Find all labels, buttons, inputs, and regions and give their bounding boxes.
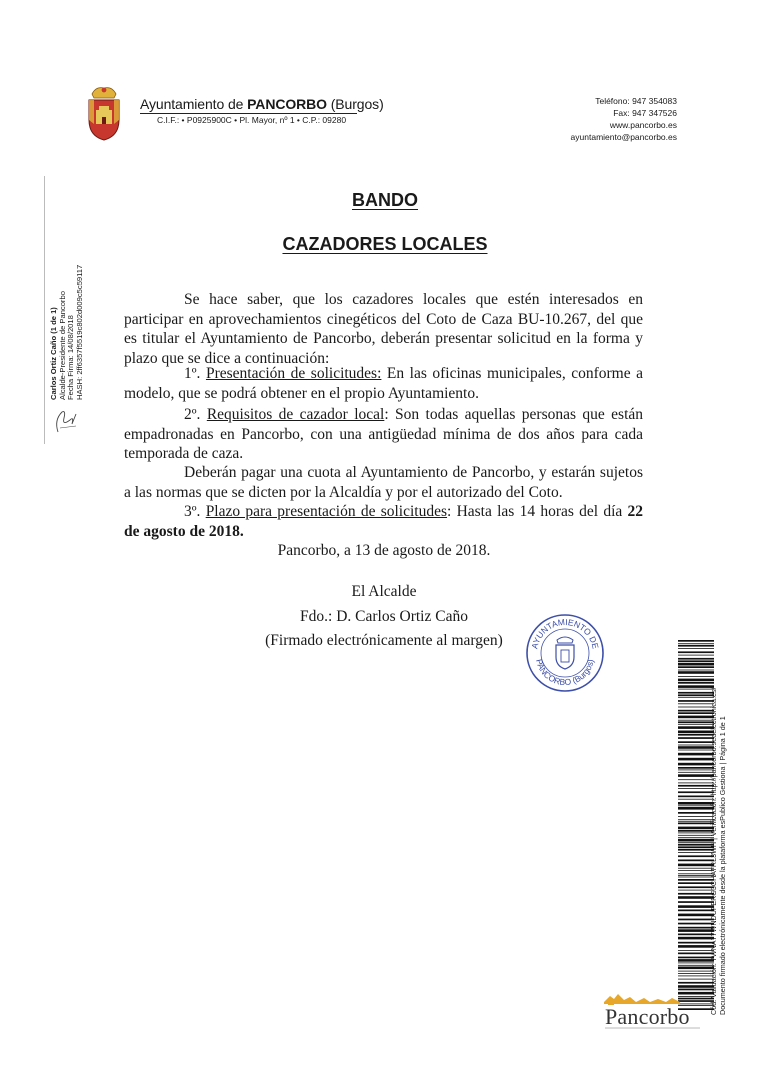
barcode-bar: [678, 651, 714, 653]
side-role: Alcalde-Presidente de Pancorbo: [57, 291, 67, 400]
barcode-bar: [678, 679, 714, 682]
paragraph-intro: Se hace saber, que los cazadores locales que estén interesados en participar en aprovechamientos cinegéticos del Coto de Caza BU-10.267, del que es titular el Ayuntamiento de Pancorbo, deberán presentar solicitud en la forma y plazo que se dice a continuación:: [124, 291, 643, 367]
official-seal-icon: [524, 612, 606, 694]
verification-platform: Documento firmado electrónicamente desde la plataforma esPublico Gestiona | Página 1 de 1: [717, 716, 727, 1015]
barcode-bar: [678, 676, 714, 677]
barcode-bar: [678, 666, 714, 668]
barcode-bar: [678, 648, 714, 649]
barcode-bar: [678, 682, 714, 684]
paragraph-fee: Deberán pagar una cuota al Ayuntamiento de Pancorbo, y estarán sujetos a las normas que se dicten por la Alcaldía y por el autorizado del Coto.: [124, 464, 643, 501]
svg-text:PANCORBO (Burgos): [534, 658, 596, 687]
verification-code: Cód. Validación: 7WNA77WNDUFERG3CHATRL3WH | Verificación: http://pancorbo.sedelectronica.es/: [709, 687, 718, 1015]
seal-bottom-text: PANCORBO (Burgos): [534, 658, 596, 688]
contact-email: ayuntamiento@pancorbo.es: [570, 132, 677, 142]
verification-text: [710, 660, 740, 1015]
barcode-bar: [678, 655, 714, 656]
handwritten-signature-icon: [50, 402, 84, 436]
contact-block: [571, 95, 677, 143]
barcode-bar: [678, 640, 714, 642]
organization-address: C.I.F.: • P0925900C • Pl. Mayor, nº 1 • C.P.: 09280: [157, 115, 347, 125]
coat-of-arms-icon: [86, 84, 122, 142]
logo-wordmark: Pancorbo: [605, 1004, 690, 1029]
contact-phone: Teléfono: 947 354083: [595, 96, 677, 106]
place-date: Pancorbo, a 13 de agosto de 2018.: [277, 542, 491, 559]
barcode-bar: [678, 658, 714, 660]
barcode-bar: [678, 663, 714, 666]
contact-web: www.pancorbo.es: [609, 120, 677, 130]
document-subtitle: CAZADORES LOCALES: [282, 234, 488, 254]
document-title: BANDO: [352, 190, 418, 210]
paragraph-requirements: 2º. Requisitos de cazador local: Son todas aquellas personas que están empadronadas en Pancorbo, con una antigüedad mínima de dos años para cada temporada de caza.: [124, 406, 644, 463]
signer-name: Fdo.: D. Carlos Ortiz Caño: [300, 608, 468, 625]
paragraph-presentation: 1º. Presentación de solicitudes: En las oficinas municipales, conforme a modelo, que se podrá obtener en el propio Ayuntamiento.: [124, 365, 644, 402]
organization-name: Ayuntamiento de PANCORBO (Burgos): [140, 96, 384, 112]
barcode-bar: [678, 660, 714, 662]
barcode-bar: [678, 643, 714, 644]
seal-top-text: AYUNTAMIENTO DE: [529, 616, 601, 650]
side-hash: HASH: 2ff6357f5519c802d009c5c59117: [74, 264, 84, 400]
header-rule: [140, 113, 357, 114]
side-signer: Carlos Ortiz Caño (1 de 1): [49, 307, 58, 400]
barcode-bar: [678, 645, 714, 647]
signature-note: (Firmado electrónicamente al margen): [265, 632, 503, 649]
paragraph-deadline: 3º. Plazo para presentación de solicitudes: Hasta las 14 horas del día 22 de agosto de 2018.: [124, 503, 643, 540]
side-date: Fecha Firma: 14/08/2018: [66, 315, 76, 400]
contact-fax: Fax: 947 347526: [613, 108, 677, 118]
signer-role: El Alcalde: [351, 583, 417, 600]
barcode-bar: [678, 671, 714, 674]
barcode-bar: [678, 670, 714, 671]
side-signature-text: [50, 180, 86, 400]
